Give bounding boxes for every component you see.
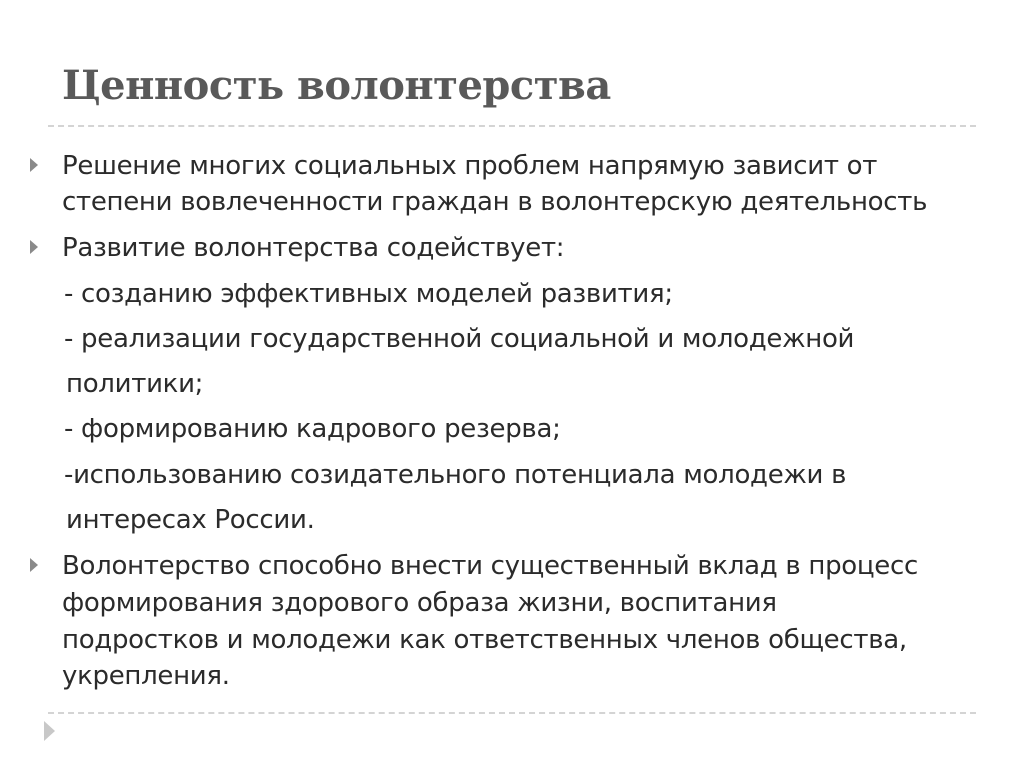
- triangle-bullet-icon: [30, 240, 38, 254]
- sub-item-1: - созданию эффективных моделей развития;: [64, 279, 673, 309]
- bullet-3-line-4: укрепления.: [62, 661, 230, 691]
- title-divider: [48, 125, 976, 127]
- footer-divider: [48, 712, 976, 714]
- bullet-3-line-3: подростков и молодежи как ответственных членов общества,: [62, 625, 907, 655]
- bullet-1-line-1: Решение многих социальных проблем напрямую зависит от: [62, 151, 878, 181]
- sub-item-2-line-1: - реализации государственной социальной и молодежной: [64, 324, 855, 354]
- bullet-2-line-1: Развитие волонтерства содействует:: [62, 233, 565, 263]
- bullet-3-line-2: формирования здорового образа жизни, воспитания: [62, 588, 777, 618]
- slide-title: Ценность волонтерства: [62, 62, 611, 109]
- bullet-3-line-1: Волонтерство способно внести существенный вклад в процесс: [62, 551, 918, 581]
- sub-item-4-line-1: -использованию созидательного потенциала молодежи в: [64, 460, 847, 490]
- triangle-bullet-icon: [30, 158, 38, 172]
- triangle-bullet-icon: [30, 558, 38, 572]
- sub-item-2-line-2: политики;: [66, 369, 204, 399]
- bullet-1-line-2: степени вовлеченности граждан в волонтерскую деятельность: [62, 187, 928, 217]
- sub-item-4-line-2: интересах России.: [66, 505, 315, 535]
- sub-item-3: - формированию кадрового резерва;: [64, 414, 561, 444]
- next-slide-arrow-icon[interactable]: [44, 721, 55, 741]
